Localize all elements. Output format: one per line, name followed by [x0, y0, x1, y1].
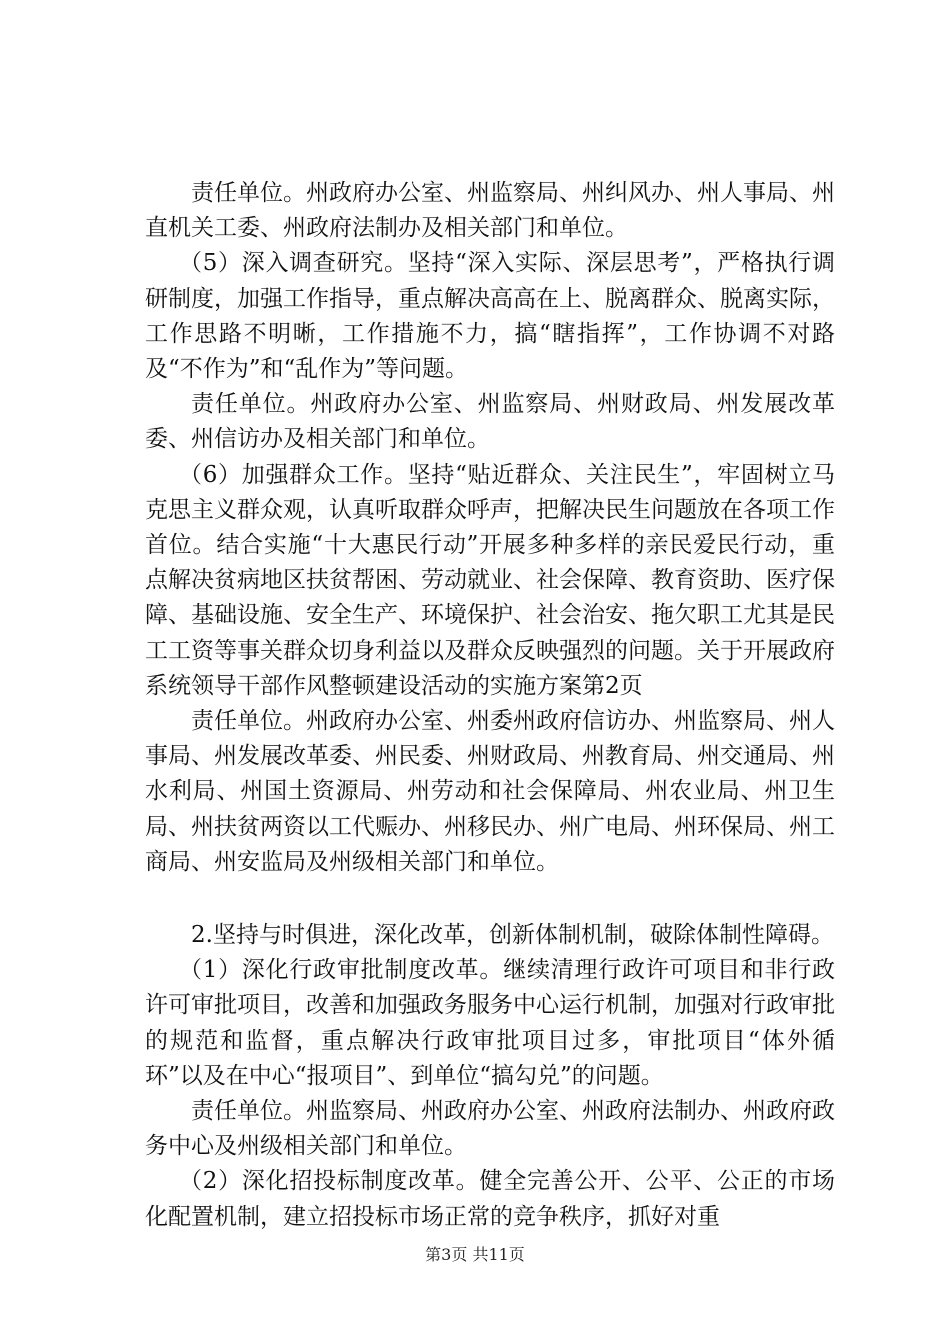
- document-body: [145, 176, 835, 1235]
- page-number-label: 第3页 共11页: [425, 1245, 525, 1264]
- paragraph-item-5: （5）深入调查研究。坚持“深入实际、深层思考”，严格执行调研制度，加强工作指导，重点解决高高在上、脱离群众、脱离实际，工作思路不明晰，工作措施不力，搞“瞎指挥”，工作协调不对路及“不作为”和“乱作为”等问题。: [145, 250, 835, 383]
- paragraph-responsible-units-2: 责任单位。州政府办公室、州监察局、州财政局、州发展改革委、州信访办及相关部门和单位。: [145, 391, 835, 453]
- paragraph-section-2-heading: 2.坚持与时俱进，深化改革，创新体制机制，破除体制性障碍。: [191, 922, 834, 949]
- paragraph-responsible-units-3: 责任单位。州政府办公室、州委州政府信访办、州监察局、州人事局、州发展改革委、州民委、州财政局、州教育局、州交通局、州水利局、州国土资源局、州劳动和社会保障局、州农业局、州卫生局、州扶贫两资以工代赈办、州移民办、州广电局、州环保局、州工商局、州安监局及州级相关部门和单位。: [145, 708, 835, 875]
- paragraph-item-6: （6）加强群众工作。坚持“贴近群众、关注民生”，牢固树立马克思主义群众观，认真听取群众呼声，把解决民生问题放在各项工作首位。结合实施“十大惠民行动”开展多种多样的亲民爱民行动，重点解决贫病地区扶贫帮困、劳动就业、社会保障、教育资助、医疗保障、基础设施、安全生产、环境保护、社会治安、拖欠职工尤其是民工工资等事关群众切身利益以及群众反映强烈的问题。关于开展政府系统领导干部作风整顿建设活动的实施方案第2页: [145, 461, 835, 699]
- section-gap: [145, 880, 835, 918]
- page-footer: [0, 1242, 950, 1265]
- paragraph-item-2: （2）深化招投标制度改革。健全完善公开、公平、公正的市场化配置机制，建立招投标市场正常的竞争秩序，抓好对重: [145, 1168, 835, 1230]
- paragraph-item-1: （1）深化行政审批制度改革。继续清理行政许可项目和非行政许可审批项目，改善和加强政务服务中心运行机制，加强对行政审批的规范和监督，重点解决行政审批项目过多，审批项目“体外循环”以及在中心“报项目”、到单位“搞勾兑”的问题。: [145, 957, 835, 1089]
- paragraph-responsible-units-1: 责任单位。州政府办公室、州监察局、州纠风办、州人事局、州直机关工委、州政府法制办及相关部门和单位。: [145, 180, 835, 242]
- paragraph-responsible-units-4: 责任单位。州监察局、州政府办公室、州政府法制办、州政府政务中心及州级相关部门和单位。: [145, 1098, 835, 1160]
